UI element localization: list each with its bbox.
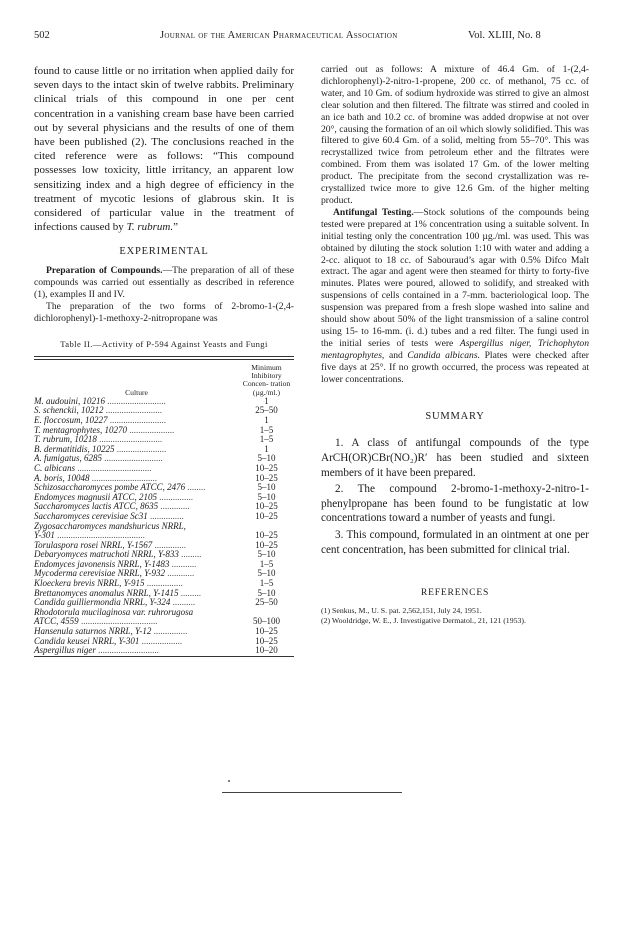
- leader-dots: .............................: [89, 472, 158, 483]
- summary-list: [321, 436, 589, 557]
- footer-rule: [222, 792, 402, 793]
- leader-dots: .........................: [107, 414, 166, 425]
- mic-value: 1: [264, 414, 269, 425]
- mic-value: 25–50: [255, 597, 278, 608]
- culture-name-text: Saccharomyces lactis ATCC, 8635: [34, 501, 159, 512]
- leader-dots: ........: [185, 482, 206, 493]
- reference-item: (1) Senkus, M., U. S. pat. 2,562,151, July 24, 1951.: [321, 606, 482, 616]
- culture-name-text: T. rubrum, 10218: [34, 434, 97, 445]
- mic-value: 10–25: [255, 530, 278, 541]
- culture-name-text: ATCC, 4559: [34, 616, 79, 627]
- intro-paragraph: [34, 64, 294, 234]
- culture-name-text: Hansenula saturnos NRRL, Y-12: [34, 626, 152, 637]
- leader-dots: .............: [158, 501, 190, 512]
- mic-value: 5–10: [257, 568, 276, 579]
- stray-mark: [228, 780, 230, 782]
- leader-dots: ..............: [152, 539, 186, 550]
- culture-name-text: Candida guilliermondia NRRL, Y-324: [34, 597, 171, 608]
- culture-name-text: E. floccosum, 10227: [34, 414, 108, 425]
- leader-dots: ......................: [114, 443, 167, 454]
- antifungal-title: Antifungal Testing.: [333, 206, 414, 218]
- culture-name-text: Kloeckera brevis NRRL, Y-915: [34, 578, 145, 589]
- intro-italic: T. rubrum.: [126, 221, 174, 234]
- table-header-culture: Culture: [125, 387, 148, 397]
- culture-name-text: M. audouini, 10216: [34, 395, 105, 406]
- table-bottom-rule: [34, 656, 294, 659]
- mic-value: 1–5: [259, 578, 274, 589]
- volume-issue: Vol. XLIII, No. 8: [468, 30, 541, 41]
- fungi-names: Aspergillus niger, Trichophyton mentagrophytes,: [321, 337, 589, 361]
- table-row: [34, 646, 294, 656]
- culture-name-text: Candida keusei NRRL, Y-301: [34, 635, 140, 646]
- page-number: 502: [34, 30, 50, 41]
- mic-value: 1–5: [259, 424, 274, 435]
- mic-value: 1: [264, 443, 269, 454]
- culture-name-text: A. fumigatus, 6285: [34, 453, 103, 464]
- mic-value: 10–20: [255, 645, 278, 656]
- table-header-row: [34, 360, 294, 397]
- culture-name: [34, 646, 239, 656]
- preparation-text: —The preparation of all of these compounds was carried out essentially as described in reference (1), examples II and IV.: [34, 265, 295, 301]
- table-header-mic: Minimum Inhibitory Concen- tration (µg./ml.): [242, 362, 291, 397]
- mic-value: 5–10: [257, 587, 276, 598]
- mic-value: 10–25: [255, 626, 278, 637]
- leader-dots: ..........................: [102, 453, 163, 464]
- summary-item: 2. The compound 2-bromo-1-methoxy-2-nitro-1-phenylpropane has been found to be fungistatic at low concentrations toward a number of yeasts and fungi.: [321, 483, 589, 525]
- reference-item: (2) Wooldridge, W. E., J. Investigative Dermatol., 21, 121 (1953).: [321, 615, 526, 625]
- mic-value: 5–10: [257, 453, 276, 464]
- preparation-title: Preparation of Compounds.: [46, 265, 163, 277]
- antifungal-paragraph: [321, 207, 589, 386]
- leader-dots: .........: [178, 549, 202, 560]
- culture-name-text: Zygosaccharomyces mandshuricus NRRL,: [34, 520, 186, 531]
- leader-dots: ...............: [151, 626, 188, 637]
- leader-dots: ...........: [169, 558, 197, 569]
- summary-item: 1. A class of antifungal compounds of the type ArCH(OR)CBr(NO₂)R′ has been studied and sixteen members of it have been prepared.: [321, 437, 589, 479]
- culture-name-text: Endomyces magnusii ATCC, 2105: [34, 491, 157, 502]
- table-caption: Table II.—Activity of P-594 Against Yeasts and Fungi: [60, 338, 268, 349]
- mic-value: 5–10: [257, 482, 276, 493]
- table-top-rule: [34, 356, 294, 357]
- culture-name-text: A. boris, 10048: [34, 472, 90, 483]
- antifungal-and: and: [384, 349, 408, 361]
- culture-name-text: B. dermatitidis, 10225: [34, 443, 115, 454]
- leader-dots: ..........: [170, 597, 196, 608]
- candida-name: Candida albicans.: [407, 349, 480, 361]
- mic-value: 1–5: [259, 558, 274, 569]
- leader-dots: ............: [164, 568, 195, 579]
- leader-dots: ............................: [96, 434, 163, 445]
- leader-dots: .......................................: [54, 530, 145, 541]
- culture-name-text: Brettanomyces anomalus NRRL, Y-1415: [34, 587, 179, 598]
- summary-heading: SUMMARY: [425, 411, 485, 423]
- culture-name-text: C. albicans: [34, 462, 76, 473]
- mic-value: 50–100: [253, 616, 280, 627]
- journal-title: Journal of the American Pharmaceutical Association: [160, 30, 398, 41]
- leader-dots: ................: [144, 578, 183, 589]
- culture-name-text: T. mentagrophytes, 10270: [34, 424, 127, 435]
- culture-name-text: Debaryomyces matruchoti NRRL, Y-833: [34, 549, 179, 560]
- culture-name-text: S. schenckii, 10212: [34, 405, 104, 416]
- leader-dots: ...............: [157, 491, 193, 502]
- summary-item: 3. This compound, formulated in an ointment at one per cent concentration, has been submitted for clinical trial.: [321, 529, 589, 556]
- culture-name-text: Rhodotorula mucilaginosa var. ruhrorugosa: [34, 606, 194, 617]
- mic-value: 10–25: [255, 462, 278, 473]
- intro-text: found to cause little or no irritation when applied daily for seven days to the intact skin of twelve rabbits. Preliminary clinical trials of this compound in one per cent concentration in a vanishing cream base have been carried out by several physicians and the results of one of them have been published (2). The conclusions reached in the cited reference were as follows: “This compound possesses low toxicity, little irritancy, an apparent low sensitizing index and a high degree of efficiency in the treatment of mycotic lesions of glabrous skin. It is considered of particular value in the treatment of infections caused by: [34, 65, 294, 234]
- mic-value: 10–25: [255, 510, 278, 521]
- mic-value: 10–25: [255, 501, 278, 512]
- leader-dots: ...............: [147, 510, 184, 521]
- mic-value: 10–25: [255, 635, 278, 646]
- mic-value: 10–25: [255, 539, 278, 550]
- leader-dots: ..................................: [78, 616, 158, 627]
- leader-dots: ..................: [139, 635, 183, 646]
- preparation-paragraph-2: The preparation of the two forms of 2-bromo-1-(2,4-dichlorophenyl)-1-methoxy-2-nitropropane was: [34, 301, 294, 325]
- leader-dots: .........................: [103, 405, 162, 416]
- culture-name-text: Endomyces javonensis NRRL, Y-1483: [34, 558, 170, 569]
- mic-value: 25–50: [255, 405, 278, 416]
- leader-dots: .........: [178, 587, 201, 598]
- mic-value: 1–5: [259, 434, 274, 445]
- culture-name-text: Y-301: [34, 530, 55, 541]
- leader-dots: ...........................: [95, 645, 159, 656]
- antifungal-end: Plates were checked after five days at 25°. If no growth occurred, the process was repeated at lower concentrations.: [321, 349, 589, 385]
- antifungal-text: —Stock solutions of the compounds being tested were prepared at 1% concentration using a suitable solvent. In initial testing only the concentration 100 µg./ml. was used. This was obtained by diluting the stock solution 1:10 with water and adding a 2-cc. aliquot to 18 cc. of Sabouraud’s agar with 0.5% Difco Malt extract. The agar and agent were then steamed for thirty to forty-five minutes. Plates were poured, allowed to solidify, and streaked with suspensions of cells contained in a 7-mm. bacteriological loop. The suspension was prepared from a fresh slope washed into saline and should show about 50% of the light transmission of a saline control using 15- to 16-mm. (i. d.) tubes and a red filter. The fungi used in the initial series of tests were: [321, 206, 590, 349]
- culture-name-text: Mycoderma cerevisiae NRRL, Y-932: [34, 568, 165, 579]
- leader-dots: ..........................: [105, 395, 166, 406]
- culture-name-text: Saccharomyces cerevisiae Sc31: [34, 510, 148, 521]
- mic-value: 1: [264, 395, 269, 406]
- mic-value: 5–10: [257, 549, 276, 560]
- intro-end: ”: [173, 221, 179, 234]
- preparation-paragraph: [34, 265, 294, 301]
- culture-name-text: Torulaspora rosei NRRL, Y-1567: [34, 539, 153, 550]
- table-body: [34, 397, 294, 659]
- leader-dots: .................................: [75, 462, 152, 473]
- mic-value: 5–10: [257, 491, 276, 502]
- left-column: [34, 64, 294, 659]
- mic-value: 10–25: [255, 472, 278, 483]
- culture-name-text: Aspergillus niger: [34, 645, 96, 656]
- synthesis-paragraph: carried out as follows: A mixture of 46.4 Gm. of 1-(2,4-dichlorophenyl)-2-nitro-1-propene, 200 cc. of methanol, 75 cc. of water, and 10 Gm. of sodium hydroxide was stirred to give an almost clear solution and then filtered. The filtrate was stirred and cooled in an ice bath and 10.2 cc. of bromine was added dropwise at not over 20°, causing the formation of an oil which slowly solidified. This was filtered to give 60.4 Gm. of a solid, melting from 55–70°. This was recrystallized twice from petroleum ether and the filtrates were combined. From them was isolated 17 Gm. of the lower melting product. The precipitate from the second crystallization was re-crystallized twice more to give 12.6 Gm. of the higher melting product.: [321, 64, 589, 206]
- right-column: [321, 64, 589, 625]
- experimental-heading: EXPERIMENTAL: [119, 246, 209, 258]
- leader-dots: ....................: [127, 424, 175, 435]
- references-heading: REFERENCES: [420, 587, 490, 599]
- activity-table: [34, 360, 294, 659]
- culture-name-text: Schizosaccharomyces pombe ATCC, 2476: [34, 482, 186, 493]
